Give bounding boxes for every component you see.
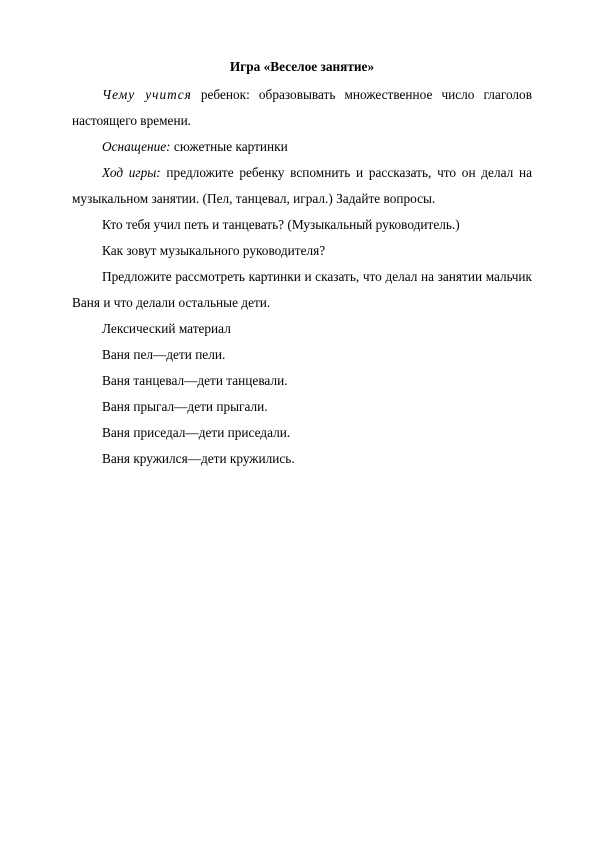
equipment-text: сюжетные картинки bbox=[170, 139, 288, 154]
goal-label: Чему учится bbox=[102, 87, 192, 102]
lexical-item: Ваня приседал—дети приседали. bbox=[102, 425, 291, 440]
procedure-text: предложите ребенку вспомнить и рассказать, что он делал на музыкальном занятии. (Пел, танцевал, играл.) Задайте вопросы. bbox=[72, 165, 532, 206]
lexical-heading: Лексический материал bbox=[102, 321, 231, 336]
lexical-item: Ваня танцевал—дети танцевали. bbox=[102, 373, 288, 388]
task-paragraph: Предложите рассмотреть картинки и сказать, что делал на занятии мальчик Ваня и что делали остальные дети. bbox=[72, 269, 532, 310]
goal-text: ребенок: образовывать множественное число глаголов настоящего времени. bbox=[72, 87, 532, 128]
procedure-label: Ход игры: bbox=[102, 165, 161, 180]
procedure-paragraph bbox=[72, 160, 532, 212]
lexical-item: Ваня пел—дети пели. bbox=[102, 347, 226, 362]
lexical-item: Ваня кружился—дети кружились. bbox=[102, 451, 295, 466]
equipment-label: Оснащение: bbox=[102, 139, 171, 154]
goal-paragraph bbox=[72, 82, 532, 134]
question-2: Как зовут музыкального руководителя? bbox=[102, 243, 326, 258]
lexical-item: Ваня прыгал—дети прыгали. bbox=[102, 399, 268, 414]
document-title: Игра «Веселое занятие» bbox=[229, 59, 375, 74]
equipment-paragraph bbox=[72, 134, 532, 160]
document-body bbox=[72, 54, 532, 472]
question-1: Кто тебя учил петь и танцевать? (Музыкальный руководитель.) bbox=[102, 217, 460, 232]
